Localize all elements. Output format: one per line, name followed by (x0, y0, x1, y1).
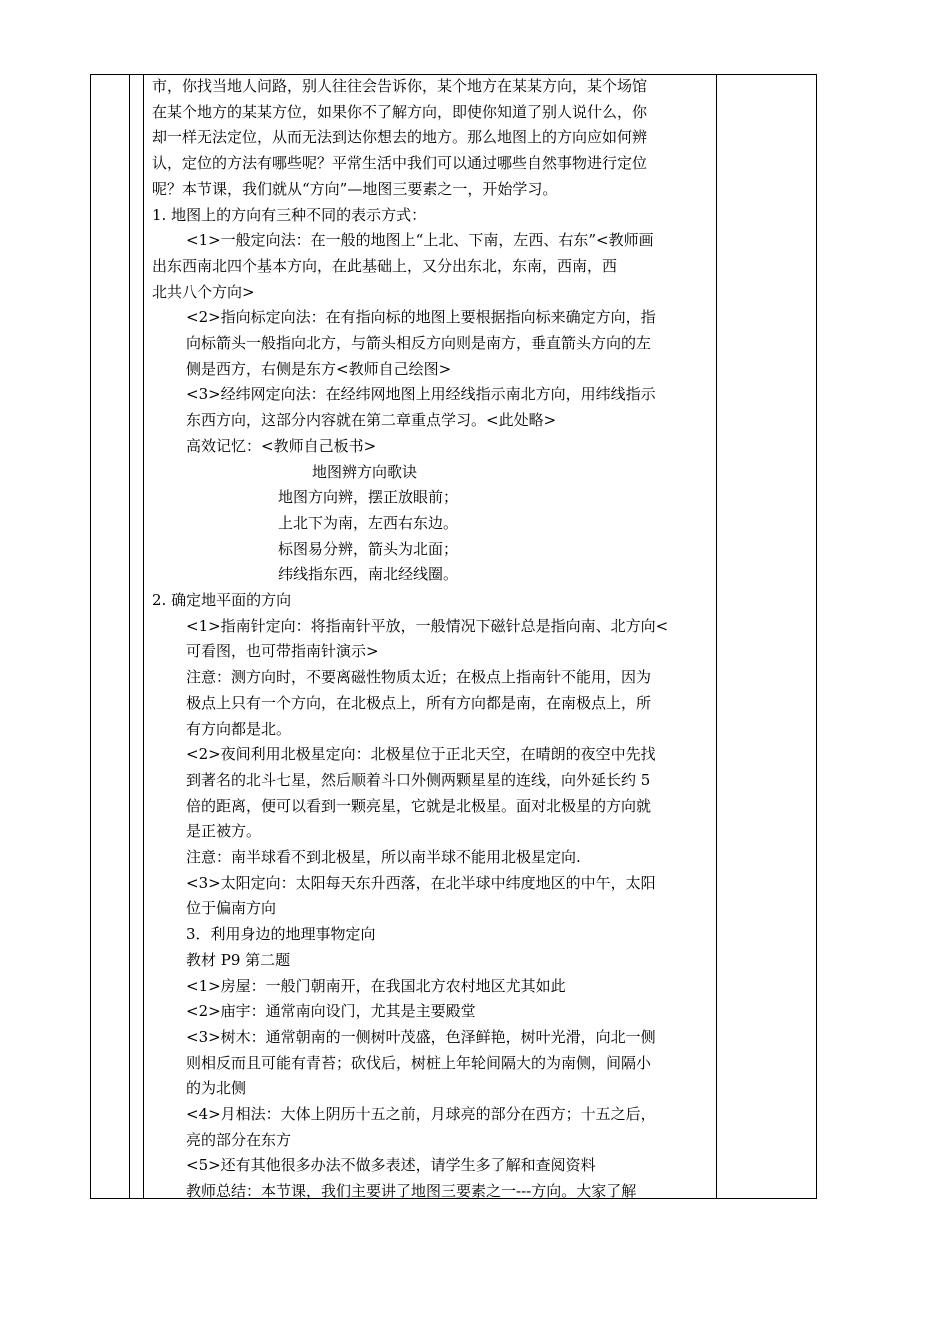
text-line: 3．利用身边的地理事物定向 (186, 925, 376, 944)
text-line: <3>树木：通常朝南的一侧树叶茂盛，色泽鲜艳，树叶光滑，向北一侧 (186, 1027, 656, 1046)
text-line: 标图易分辨，箭头为北面； (278, 539, 459, 558)
text-line: <2>庙宇：通常南向设门，尤其是主要殿堂 (186, 1002, 476, 1021)
text-line: 则相反而且可能有青苔；砍伐后，树桩上年轮间隔大的为南侧，间隔小 (186, 1053, 652, 1072)
text-line: 有方向都是北。 (186, 719, 292, 738)
text-line: 呢？本节课，我们就从“方向”—地图三要素之一，开始学习。 (152, 179, 558, 198)
text-line: <5>还有其他很多办法不做多表述，请学生多了解和查阅资料 (186, 1156, 596, 1175)
column-divider (143, 75, 144, 1198)
notes-column (716, 74, 817, 1199)
text-line: 地图方向辨，摆正放眼前； (278, 488, 459, 507)
text-line: 市，你找当地人问路，别人往往会告诉你，某个地方在某某方向，某个场馆 (152, 77, 648, 95)
text-line: <1>指南针定向：将指南针平放，一般情况下磁针总是指向南、北方向< (186, 616, 669, 635)
text-line: 2. 确定地平面的方向 (152, 591, 292, 609)
text-line: 教师总结：本节课，我们主要讲了地图三要素之一---方向。大家了解 (186, 1182, 637, 1201)
text-line: 却一样无法定位，从而无法到达你想去的地方。那么地图上的方向应如何辨 (152, 128, 648, 147)
text-line: <3>经纬网定向法：在经纬网地图上用经线指示南北方向，用纬线指示 (186, 385, 656, 404)
text-line: 侧是西方，右侧是东方<教师自己绘图> (186, 359, 452, 378)
text-line: 教材 P9 第二题 (186, 950, 291, 969)
text-line: 向标箭头一般指向北方，与箭头相反方向则是南方，垂直箭头方向的左 (186, 334, 652, 352)
text-line: <2>夜间利用北极星定向：北极星位于正北天空，在晴朗的夜空中先找 (186, 745, 656, 764)
text-line: 注意：南半球看不到北极星，所以南半球不能用北极星定向. (186, 848, 581, 866)
text-line: 倍的距离，便可以看到一颗亮星，它就是北极星。面对北极星的方向就 (186, 796, 652, 815)
text-line: <2>指向标定向法：在有指向标的地图上要根据指向标来确定方向，指 (186, 308, 656, 327)
text-line: 北共八个方向> (152, 282, 255, 301)
column-divider (129, 75, 130, 1198)
text-line: 出东西南北四个基本方向，在此基础上，又分出东北，东南，西南，西 (152, 256, 618, 275)
text-line: 到著名的北斗七星，然后顺着斗口外侧两颗星星的连线，向外延长约 5 (186, 770, 651, 789)
text-line: 纬线指东西，南北经线圈。 (278, 565, 459, 584)
text-line: <3>太阳定向：太阳每天东升西落，在北半球中纬度地区的中午，太阳 (186, 873, 656, 892)
text-line: 东西方向，这部分内容就在第二章重点学习。<此处略> (186, 411, 557, 430)
text-line: 认，定位的方法有哪些呢？平常生活中我们可以通过哪些自然事物进行定位 (152, 154, 648, 173)
text-line: 极点上只有一个方向，在北极点上，所有方向都是南，在南极点上，所 (186, 693, 652, 712)
text-line: <1>一般定向法：在一般的地图上“上北、下南，左西、右东”<教师画 (186, 231, 654, 250)
text-line: 地图辨方向歌诀 (312, 462, 418, 481)
text-line: 注意：测方向时，不要离磁性物质太近；在极点上指南针不能用，因为 (186, 668, 652, 687)
text-line: 亮的部分在东方 (186, 1130, 292, 1149)
text-line: 在某个地方的某某方位，如果你不了解方向，即使你知道了别人说什么，你 (152, 102, 648, 121)
text-line: 高效记忆：<教师自己板书> (186, 436, 377, 455)
text-line: 可看图，也可带指南针演示> (186, 642, 379, 661)
text-line: 是正被方。 (186, 822, 262, 841)
text-line: 上北下为南，左西右东边。 (278, 513, 459, 532)
text-line: 的为北侧 (186, 1079, 247, 1098)
text-line: 位于偏南方向 (186, 899, 277, 918)
text-line: <1>房屋：一般门朝南开，在我国北方农村地区尤其如此 (186, 976, 566, 995)
text-line: 1. 地图上的方向有三种不同的表示方式： (152, 205, 427, 224)
text-line: <4>月相法：大体上阴历十五之前，月球亮的部分在西方；十五之后， (186, 1105, 656, 1123)
